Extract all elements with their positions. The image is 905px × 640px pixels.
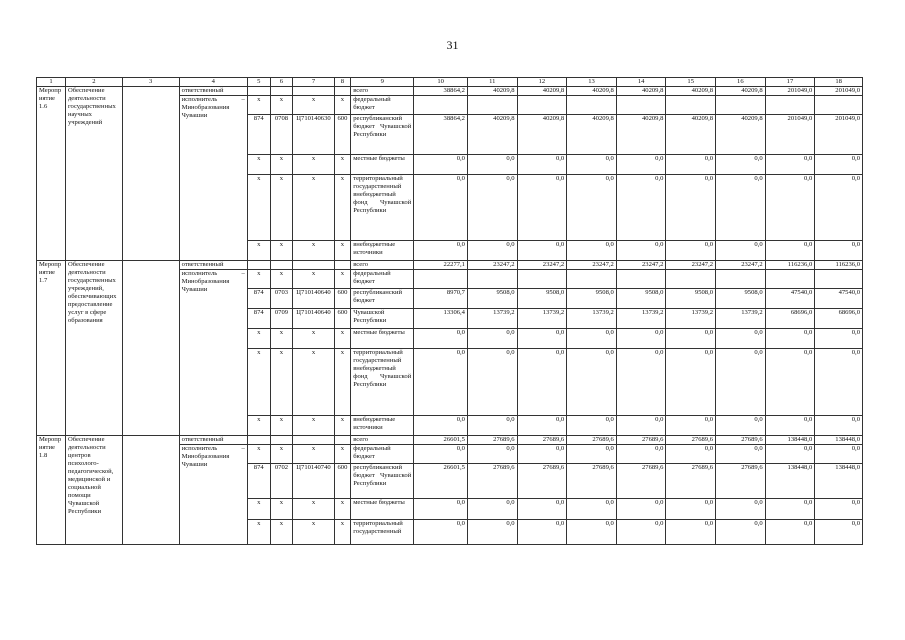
amount-cell: 138448,0 [815,464,863,499]
amount-cell: 0,0 [666,329,716,349]
amount-cell: 0,0 [716,155,766,175]
amount-cell: 40209,8 [716,115,766,155]
amount-cell: 13739,2 [616,309,666,329]
amount-cell: 0,0 [815,349,863,416]
amount-cell: 0,0 [414,499,468,520]
amount-cell: 0,0 [666,175,716,241]
amount-cell: 0,0 [567,175,617,241]
amount-cell: 0,0 [467,175,517,241]
target-article-code: x [293,241,334,261]
column-number: 11 [467,78,517,87]
amount-cell: 0,0 [765,520,815,545]
amount-cell: 0,0 [815,520,863,545]
amount-cell: 40209,8 [517,115,567,155]
amount-cell: 0,0 [414,416,468,436]
amount-cell: 40209,8 [567,115,617,155]
page-number: 31 [446,38,459,52]
amount-cell: 116236,0 [815,261,863,270]
section-code: 0709 [270,309,293,329]
amount-cell: 27689,6 [517,436,567,445]
grbs-code: x [247,96,270,115]
amount-cell: 0,0 [517,329,567,349]
amount-cell [414,270,468,289]
amount-cell: 40209,8 [716,87,766,96]
target-article-code: x [293,175,334,241]
amount-cell: 38864,2 [414,115,468,155]
amount-cell: 0,0 [517,155,567,175]
target-article-code: Ц710140740 [293,464,334,499]
expense-type-code: x [334,241,351,261]
amount-cell: 0,0 [414,349,468,416]
amount-cell [765,270,815,289]
grbs-code: x [247,445,270,464]
section-code: x [270,96,293,115]
column-number: 14 [616,78,666,87]
amount-cell: 0,0 [567,445,617,464]
amount-cell [815,96,863,115]
grbs-code: 874 [247,309,270,329]
section-code: x [270,349,293,416]
amount-cell: 0,0 [567,349,617,416]
amount-cell: 0,0 [616,349,666,416]
target-article-code: x [293,329,334,349]
amount-cell: 0,0 [567,155,617,175]
amount-cell: 201049,0 [815,87,863,96]
amount-cell: 68696,0 [765,309,815,329]
amount-cell [414,96,468,115]
expense-type-code: x [334,349,351,416]
funding-source: федеральный бюджет [351,96,414,115]
expense-type-code [334,87,351,96]
table-row [37,436,863,445]
amount-cell: 38864,2 [414,87,468,96]
amount-cell [765,96,815,115]
grbs-code [247,87,270,96]
amount-cell: 0,0 [716,445,766,464]
section-code: x [270,270,293,289]
amount-cell: 9508,0 [716,289,766,309]
amount-cell: 116236,0 [765,261,815,270]
empty-cell [122,436,179,545]
target-article-code [293,87,334,96]
amount-cell: 0,0 [517,241,567,261]
amount-cell: 0,0 [467,416,517,436]
amount-cell: 0,0 [666,155,716,175]
target-article-code: x [293,520,334,545]
funding-source: территориальный государственный внебюджетный фонд Чувашской Республики [351,349,414,416]
target-article-code: Ц710140640 [293,309,334,329]
target-article-code: x [293,445,334,464]
amount-cell: 138448,0 [815,436,863,445]
amount-cell: 0,0 [666,445,716,464]
table-row [37,261,863,270]
amount-cell: 0,0 [716,175,766,241]
amount-cell: 0,0 [517,499,567,520]
amount-cell: 0,0 [666,349,716,416]
funding-source: местные бюджеты [351,499,414,520]
activity-name: Обеспечение деятельности центров психолого-педагогической, медицинской и социальной помощи Чувашской Республики [65,436,122,545]
grbs-code: x [247,241,270,261]
amount-cell: 68696,0 [815,309,863,329]
funding-source: республиканский бюджет Чувашской Республики [351,464,414,499]
amount-cell: 47540,0 [815,289,863,309]
amount-cell: 0,0 [567,241,617,261]
amount-cell: 0,0 [616,445,666,464]
amount-cell: 201049,0 [765,87,815,96]
amount-cell: 201049,0 [815,115,863,155]
amount-cell: 0,0 [616,520,666,545]
amount-cell: 23247,2 [716,261,766,270]
grbs-code [247,436,270,445]
amount-cell [666,270,716,289]
funding-source: внебюджетные источники [351,241,414,261]
amount-cell: 0,0 [567,329,617,349]
amount-cell: 0,0 [815,155,863,175]
amount-cell: 40209,8 [666,87,716,96]
amount-cell: 40209,8 [467,87,517,96]
column-number: 7 [293,78,334,87]
section-code: x [270,329,293,349]
amount-cell: 26601,5 [414,464,468,499]
amount-cell: 13739,2 [716,309,766,329]
column-number: 9 [351,78,414,87]
amount-cell: 138448,0 [765,464,815,499]
amount-cell: 0,0 [517,445,567,464]
expense-type-code: x [334,155,351,175]
amount-cell [815,270,863,289]
executor: исполнитель – Минобразования Чувашии [179,270,247,436]
column-number: 12 [517,78,567,87]
executor-header: ответственный [179,436,247,445]
column-number: 17 [765,78,815,87]
amount-cell: 0,0 [467,445,517,464]
amount-cell: 0,0 [765,416,815,436]
grbs-code: x [247,499,270,520]
amount-cell: 0,0 [716,520,766,545]
amount-cell: 23247,2 [567,261,617,270]
section-code [270,87,293,96]
amount-cell: 40209,8 [517,87,567,96]
column-number: 18 [815,78,863,87]
amount-cell: 0,0 [765,349,815,416]
grbs-code: x [247,520,270,545]
amount-cell: 0,0 [517,416,567,436]
section-code: 0702 [270,464,293,499]
amount-cell: 0,0 [815,175,863,241]
amount-cell: 0,0 [666,520,716,545]
amount-cell: 8970,7 [414,289,468,309]
amount-cell: 0,0 [616,241,666,261]
amount-cell: 0,0 [414,329,468,349]
target-article-code: x [293,96,334,115]
section-code [270,261,293,270]
amount-cell: 23247,2 [666,261,716,270]
activity-name: Обеспечение деятельности государственных научных учреждений [65,87,122,261]
funding-source: территориальный государственный [351,520,414,545]
amount-cell: 0,0 [467,329,517,349]
amount-cell: 0,0 [517,349,567,416]
amount-cell: 0,0 [616,329,666,349]
section-code: x [270,241,293,261]
amount-cell: 0,0 [716,499,766,520]
amount-cell: 27689,6 [666,436,716,445]
amount-cell [666,96,716,115]
amount-cell: 0,0 [765,329,815,349]
amount-cell: 9508,0 [517,289,567,309]
column-number: 1 [37,78,66,87]
funding-source: внебюджетные источники [351,416,414,436]
grbs-code: 874 [247,115,270,155]
amount-cell: 0,0 [517,520,567,545]
amount-cell: 27689,6 [716,464,766,499]
empty-cell [122,261,179,436]
section-code: 0703 [270,289,293,309]
amount-cell: 27689,6 [467,464,517,499]
amount-cell [467,96,517,115]
amount-cell: 0,0 [517,175,567,241]
amount-cell: 23247,2 [517,261,567,270]
amount-cell: 0,0 [616,175,666,241]
column-number: 16 [716,78,766,87]
expense-type-code: x [334,445,351,464]
amount-cell: 0,0 [616,416,666,436]
amount-cell: 40209,8 [616,115,666,155]
amount-cell: 0,0 [414,241,468,261]
amount-cell: 0,0 [716,416,766,436]
amount-cell: 201049,0 [765,115,815,155]
section-code: x [270,520,293,545]
expense-type-code: 600 [334,115,351,155]
column-number: 5 [247,78,270,87]
column-number: 10 [414,78,468,87]
amount-cell: 0,0 [616,155,666,175]
funding-source: республиканский бюджет Чувашской Республики [351,115,414,155]
amount-cell: 0,0 [467,520,517,545]
amount-cell: 22277,1 [414,261,468,270]
amount-cell: 47540,0 [765,289,815,309]
amount-cell: 27689,6 [666,464,716,499]
expense-type-code [334,261,351,270]
expense-type-code: x [334,329,351,349]
amount-cell: 13739,2 [517,309,567,329]
expense-type-code: x [334,270,351,289]
amount-cell: 0,0 [716,329,766,349]
amount-cell: 0,0 [414,445,468,464]
amount-cell [467,270,517,289]
amount-cell: 9508,0 [467,289,517,309]
funding-source: местные бюджеты [351,329,414,349]
amount-cell: 40209,8 [616,87,666,96]
funding-source: Чувашской Республики [351,309,414,329]
amount-cell: 0,0 [567,416,617,436]
column-number: 3 [122,78,179,87]
amount-cell [567,96,617,115]
funding-source: республиканский бюджет [351,289,414,309]
amount-cell: 0,0 [815,499,863,520]
amount-cell: 27689,6 [616,464,666,499]
amount-cell: 0,0 [467,349,517,416]
funding-source: федеральный бюджет [351,270,414,289]
amount-cell: 13739,2 [666,309,716,329]
grbs-code [247,261,270,270]
expense-type-code [334,436,351,445]
target-article-code [293,261,334,270]
amount-cell: 0,0 [765,445,815,464]
amount-cell: 0,0 [815,445,863,464]
target-article-code: Ц710140640 [293,289,334,309]
column-number: 8 [334,78,351,87]
funding-source: местные бюджеты [351,155,414,175]
grbs-code: x [247,175,270,241]
amount-cell: 0,0 [666,499,716,520]
expense-type-code: 600 [334,464,351,499]
grbs-code: x [247,155,270,175]
target-article-code: Ц710140630 [293,115,334,155]
amount-cell: 0,0 [815,416,863,436]
amount-cell [517,270,567,289]
amount-cell [616,96,666,115]
header-row [37,78,863,87]
amount-cell: 13306,4 [414,309,468,329]
amount-cell: 40209,8 [467,115,517,155]
activity-name: Обеспечение деятельности государственных учреждений, обеспечивающих предоставление услуг в сфере образования [65,261,122,436]
activity-number: Мероприятие 1.6 [37,87,66,261]
amount-cell: 0,0 [414,175,468,241]
section-code: x [270,155,293,175]
column-number: 15 [666,78,716,87]
expense-type-code: 600 [334,309,351,329]
target-article-code: x [293,499,334,520]
amount-cell: 0,0 [815,241,863,261]
amount-cell: 0,0 [467,241,517,261]
amount-cell: 23247,2 [616,261,666,270]
column-number: 13 [567,78,617,87]
amount-cell [716,96,766,115]
amount-cell [716,270,766,289]
funding-source: всего [351,436,414,445]
amount-cell: 0,0 [616,499,666,520]
executor-header: ответственный [179,87,247,96]
amount-cell: 27689,6 [467,436,517,445]
column-number: 4 [179,78,247,87]
grbs-code: 874 [247,464,270,499]
section-code: x [270,175,293,241]
amount-cell: 27689,6 [716,436,766,445]
funding-source: всего [351,87,414,96]
amount-cell: 0,0 [815,329,863,349]
amount-cell: 0,0 [666,241,716,261]
section-code: 0708 [270,115,293,155]
target-article-code [293,436,334,445]
column-number: 6 [270,78,293,87]
funding-source: территориальный государственный внебюджетный фонд Чувашской Республики [351,175,414,241]
amount-cell: 0,0 [765,175,815,241]
amount-cell: 27689,6 [517,464,567,499]
target-article-code: x [293,349,334,416]
amount-cell: 0,0 [467,499,517,520]
amount-cell: 0,0 [716,241,766,261]
activity-number: Мероприятие 1.7 [37,261,66,436]
amount-cell: 0,0 [666,416,716,436]
amount-cell: 13739,2 [467,309,517,329]
amount-cell: 27689,6 [616,436,666,445]
amount-cell: 9508,0 [567,289,617,309]
grbs-code: x [247,329,270,349]
amount-cell: 27689,6 [567,436,617,445]
grbs-code: x [247,270,270,289]
expense-type-code: x [334,520,351,545]
amount-cell: 23247,2 [467,261,517,270]
amount-cell [517,96,567,115]
amount-cell: 9508,0 [616,289,666,309]
amount-cell [567,270,617,289]
amount-cell: 0,0 [716,349,766,416]
section-code: x [270,499,293,520]
amount-cell: 0,0 [467,155,517,175]
amount-cell: 13739,2 [567,309,617,329]
amount-cell: 0,0 [765,241,815,261]
expense-type-code: x [334,175,351,241]
amount-cell: 40209,8 [567,87,617,96]
grbs-code: 874 [247,289,270,309]
amount-cell: 0,0 [414,520,468,545]
expense-type-code: x [334,416,351,436]
executor: исполнитель – Минобразования Чувашии [179,96,247,261]
empty-cell [122,87,179,261]
table-row [37,87,863,96]
amount-cell: 0,0 [765,499,815,520]
amount-cell: 0,0 [567,520,617,545]
amount-cell: 27689,6 [567,464,617,499]
amount-cell: 26601,5 [414,436,468,445]
amount-cell: 40209,8 [666,115,716,155]
target-article-code: x [293,155,334,175]
budget-table [36,77,863,545]
amount-cell: 0,0 [567,499,617,520]
executor: исполнитель – Минобразования Чувашии [179,445,247,545]
amount-cell: 0,0 [414,155,468,175]
target-article-code: x [293,416,334,436]
funding-source: федеральный бюджет [351,445,414,464]
grbs-code: x [247,416,270,436]
grbs-code: x [247,349,270,416]
target-article-code: x [293,270,334,289]
expense-type-code: x [334,499,351,520]
amount-cell: 0,0 [765,155,815,175]
expense-type-code: x [334,96,351,115]
section-code: x [270,445,293,464]
amount-cell: 138448,0 [765,436,815,445]
activity-number: Мероприятие 1.8 [37,436,66,545]
amount-cell [616,270,666,289]
section-code [270,436,293,445]
amount-cell: 9508,0 [666,289,716,309]
executor-header: ответственный [179,261,247,270]
funding-source: всего [351,261,414,270]
section-code: x [270,416,293,436]
column-number: 2 [65,78,122,87]
expense-type-code: 600 [334,289,351,309]
